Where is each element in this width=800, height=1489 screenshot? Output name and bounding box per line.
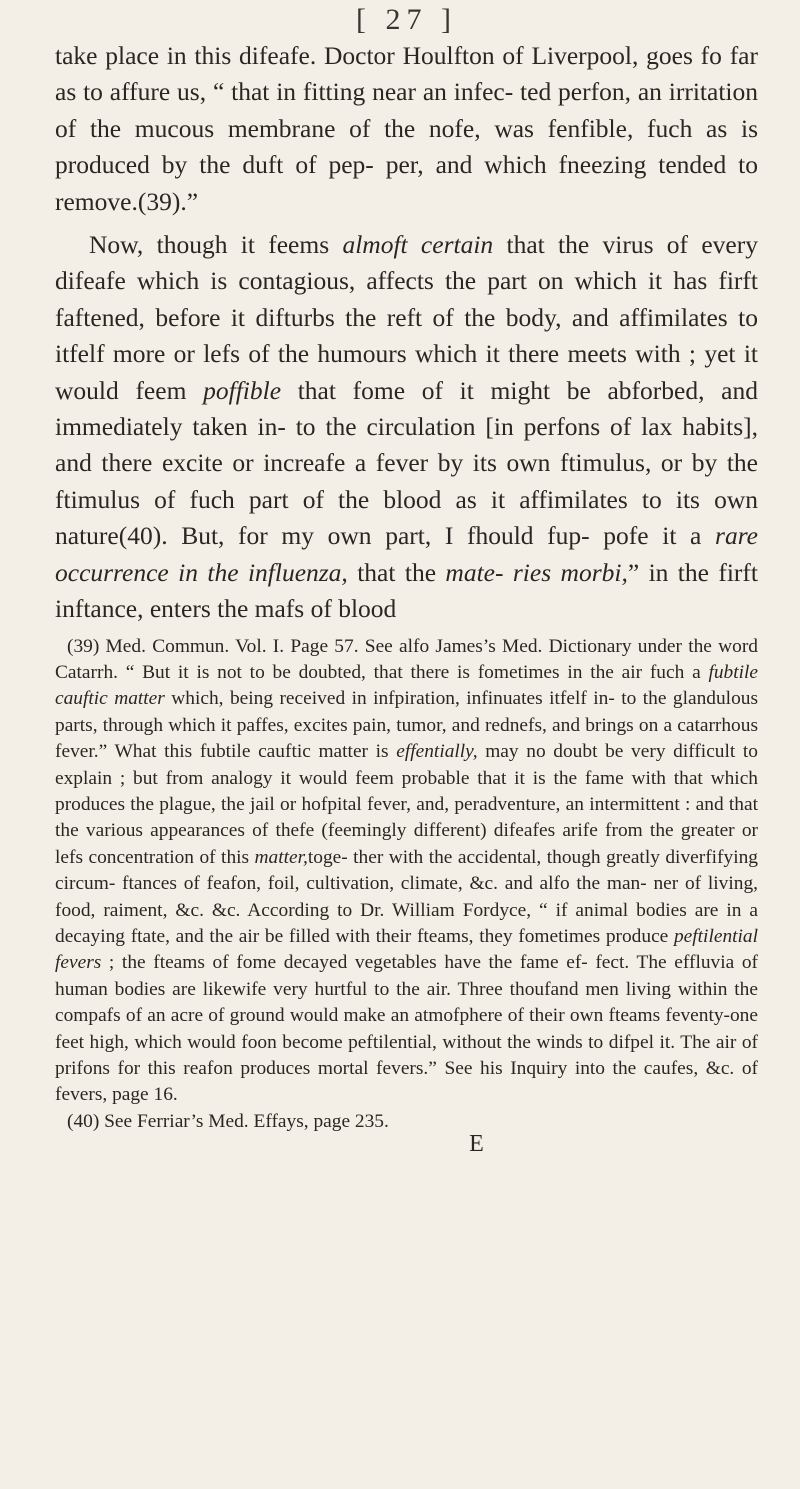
emphasis-possible: poffible xyxy=(203,375,282,405)
footnote-39-text-d: toge- ther with the accidental, though greatly diverfifying circum- ftances of feafon, foil, cultivation, climate, &c. and alfo the man- ner of living, food, raiment, &c. &c. According to Dr. William Fordyce, “ if animal bodies are in a decaying ftate, and the air be filled with their fteams, they fometimes produce xyxy=(55,846,758,947)
paragraph-2-text-e: ” in the firft inftance, enters the mafs of blood xyxy=(55,557,759,624)
footnote-39-emphasis-c: matter, xyxy=(254,846,308,868)
footnotes xyxy=(55,634,758,1136)
paragraph-2-text-d: that the xyxy=(347,557,446,587)
footnote-39-emphasis-b: effentially, xyxy=(396,741,478,763)
footnote-39-emphasis-d: peftilential fevers xyxy=(55,925,758,974)
footnote-39-text-a: (39) Med. Commun. Vol. I. Page 57. See alfo James’s Med. Dictionary under the word Catarrh. “ But it is not to be doubted, that there is fometimes in the air fuch a xyxy=(55,635,758,683)
emphasis-materies-morbi: mate- ries morbi, xyxy=(445,557,628,587)
emphasis-almost-certain: almoft certain xyxy=(342,230,494,260)
paragraph-1 xyxy=(55,38,758,220)
footnote-39-emphasis-a: fubtile cauftic matter xyxy=(55,661,758,710)
paragraph-2-text-b: that the virus of every difeafe which is contagious, affects the part on which it has firft faftened, before it difturbs the reft of the body, and affimilates to itfelf more or lefs of the humours which it there meets with ; yet it would feem xyxy=(55,230,758,405)
signature-mark: E xyxy=(469,1131,484,1158)
paragraph-2 xyxy=(55,227,758,627)
emphasis-rare-occurrence: rare occurrence in the influenza, xyxy=(55,521,758,587)
paragraph-2-text-c: that fome of it might be abforbed, and immediately taken in- to the circulation [in perfons of lax habits], and there excite or increafe a fever by its own ftimulus, or by the ftimulus of fuch part of the blood as it affimilates to its own nature(40). But, for my own part, I fhould fup- pofe it a xyxy=(55,375,758,551)
main-text xyxy=(55,38,758,628)
footnote-39-text-c: may no doubt be very difficult to explain ; but from analogy it would feem probable that it is the fame with that which produces the plague, the jail or hofpital fever, and, peradventure, an intermittent : and that the various appearances of thefe (feemingly different) difeafes arife from the greater or lefs concentration of this xyxy=(55,741,759,868)
paragraph-1-text: take place in this difeafe. Doctor Houlfton of Liverpool, goes fo far as to affure us, “ that in fitting near an infec- ted perfon, an irritation of the mucous membrane of the nofe, was fenfible, fuch as is produced by the duft of pep- per, and which fneezing tended to remove.(39).” xyxy=(55,41,758,216)
page-number: [ 27 ] xyxy=(356,3,457,36)
footnote-39-text-b: which, being received in infpiration, infinuates itfelf in- to the glandulous parts, through which it paffes, excites pain, tumor, and rednefs, and brings on a catarrhous fever.” What this fubtile cauftic matter is xyxy=(55,688,759,763)
footnote-39 xyxy=(55,634,758,1109)
footnote-40: (40) See Ferriar’s Med. Effays, page 235. xyxy=(67,1110,389,1132)
footnote-39-text-e: ; the fteams of fome decayed vegetables have the fame ef- fect. The effluvia of human bodies are likewife very hurtful to the air. Three thoufand men living within the compafs of an acre of ground would make an atmofphere of their own fteams feventy-one feet high, which would foon become peftilential, without the winds to difpel it. The air of prifons for this reafon produces mortal fevers.” See his Inquiry into the caufes, &c. of fevers, page 16. xyxy=(55,952,758,1106)
paragraph-2-text-a: Now, though it feems xyxy=(89,230,343,260)
